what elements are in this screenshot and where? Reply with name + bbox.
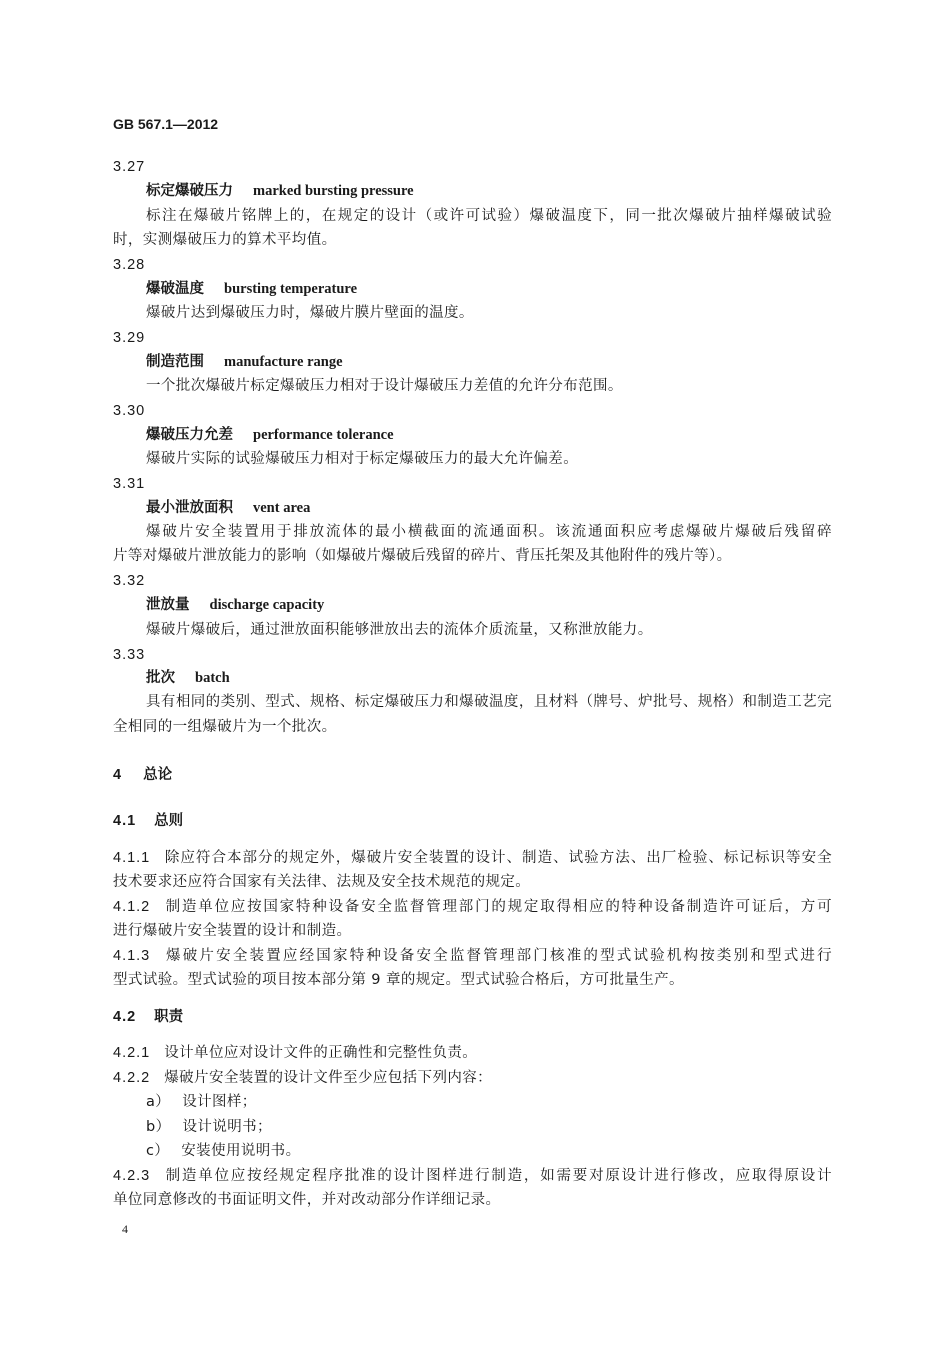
clause-number: 4.2.2 [113, 1070, 151, 1086]
term-heading [146, 352, 343, 372]
term-definition-line: 标注在爆破片铭牌上的，在规定的设计（或许可试验）爆破温度下，同一批次爆破片抽样爆破试验 [146, 208, 832, 224]
clause-text: 设计单位应对设计文件的正确性和完整性负责。 [164, 1045, 478, 1061]
clause-number: 4.1.3 [113, 948, 151, 964]
term-heading [146, 595, 324, 615]
chapter-heading [113, 765, 172, 785]
section-title: 总则 [154, 813, 184, 829]
section-heading [113, 1007, 183, 1027]
section-number: 4.1 [113, 813, 137, 829]
term-en: manufacture range [224, 354, 343, 370]
clause-text: 除应符合本部分的规定外，爆破片安全装置的设计、制造、试验方法、出厂检验、标记标识等安全 [164, 850, 832, 866]
clause-line [113, 1166, 832, 1186]
term-en: marked bursting pressure [253, 183, 414, 199]
term-zh: 批次 [146, 670, 175, 686]
term-zh: 泄放量 [146, 597, 190, 613]
term-definition-line: 时，实测爆破压力的算术平均值。 [113, 232, 337, 248]
clause-line: 进行爆破片安全装置的设计和制造。 [113, 923, 352, 939]
term-definition-line: 爆破片实际的试验爆破压力相对于标定爆破压力的最大允许偏差。 [146, 451, 579, 467]
clause-line [113, 946, 832, 966]
list-text: 安装使用说明书。 [181, 1143, 301, 1159]
term-heading [146, 181, 414, 201]
chapter-number: 4 [113, 767, 122, 783]
clause-number: 4.2.1 [113, 1045, 151, 1061]
clause-line [113, 848, 832, 868]
list-marker: a） [146, 1094, 171, 1110]
term-definition-line: 爆破片达到爆破压力时，爆破片膜片壁面的温度。 [146, 305, 474, 321]
clause-number: 4.1.2 [113, 899, 151, 915]
list-item [146, 1092, 257, 1112]
term-definition-line: 具有相同的类别、型式、规格、标定爆破压力和爆破温度，且材料（牌号、炉批号、规格）和制造工艺完 [146, 694, 832, 710]
page-number: 4 [122, 1222, 128, 1236]
term-zh: 最小泄放面积 [146, 500, 233, 516]
term-zh: 制造范围 [146, 354, 204, 370]
term-en: batch [195, 670, 230, 686]
list-item [146, 1141, 300, 1161]
clause-text: 爆破片安全装置的设计文件至少应包括下列内容： [164, 1070, 493, 1086]
term-heading [146, 279, 357, 299]
clause-text: 爆破片安全装置应经国家特种设备安全监督管理部门核准的型式试验机构按类别和型式进行 [164, 948, 832, 964]
term-number: 3.30 [113, 403, 146, 419]
term-definition-line: 一个批次爆破片标定爆破压力相对于设计爆破压力差值的允许分布范围。 [146, 378, 623, 394]
term-number: 3.31 [113, 476, 146, 492]
clause-line: 技术要求还应符合国家有关法律、法规及安全技术规范的规定。 [113, 874, 531, 890]
list-item [146, 1117, 272, 1137]
clause-line [113, 1043, 477, 1063]
term-definition-line: 爆破片爆破后，通过泄放面积能够泄放出去的流体介质流量，又称泄放能力。 [146, 622, 653, 638]
clause-text: 制造单位应按经规定程序批准的设计图样进行制造，如需要对原设计进行修改，应取得原设计 [164, 1168, 832, 1184]
clause-line [113, 897, 832, 917]
term-number: 3.28 [113, 257, 146, 273]
section-title: 职责 [154, 1009, 184, 1025]
clause-line: 单位同意修改的书面证明文件，并对改动部分作详细记录。 [113, 1192, 501, 1208]
term-en: bursting temperature [224, 281, 358, 297]
term-zh: 标定爆破压力 [146, 183, 233, 199]
chapter-title: 总论 [143, 767, 173, 783]
list-text: 设计图样； [182, 1094, 257, 1110]
term-en: vent area [253, 500, 311, 516]
list-marker: b） [146, 1119, 171, 1135]
term-number: 3.27 [113, 159, 146, 175]
clause-line [113, 1068, 492, 1088]
term-zh: 爆破温度 [146, 281, 204, 297]
clause-line: 型式试验。型式试验的项目按本部分第 9 章的规定。型式试验合格后，方可批量生产。 [113, 972, 684, 988]
term-heading [146, 498, 310, 518]
clause-text: 制造单位应按国家特种设备安全监督管理部门的规定取得相应的特种设备制造许可证后，方可 [164, 899, 832, 915]
term-definition-line: 爆破片安全装置用于排放流体的最小横截面的流通面积。该流通面积应考虑爆破片爆破后残留碎 [146, 524, 832, 540]
term-en: discharge capacity [209, 597, 325, 613]
term-number: 3.33 [113, 647, 146, 663]
list-text: 设计说明书； [182, 1119, 272, 1135]
term-heading [146, 425, 394, 445]
section-heading [113, 811, 183, 831]
list-marker: c） [146, 1143, 170, 1159]
term-en: performance tolerance [253, 427, 394, 443]
standard-code: GB 567.1—2012 [113, 116, 219, 132]
term-number: 3.29 [113, 330, 146, 346]
clause-number: 4.1.1 [113, 850, 151, 866]
section-number: 4.2 [113, 1009, 137, 1025]
term-zh: 爆破压力允差 [146, 427, 233, 443]
term-heading [146, 668, 230, 688]
clause-number: 4.2.3 [113, 1168, 151, 1184]
term-definition-line: 全相同的一组爆破片为一个批次。 [113, 719, 337, 735]
term-number: 3.32 [113, 573, 146, 589]
term-definition-line: 片等对爆破片泄放能力的影响（如爆破片爆破后残留的碎片、背压托架及其他附件的残片等）。 [113, 548, 732, 564]
